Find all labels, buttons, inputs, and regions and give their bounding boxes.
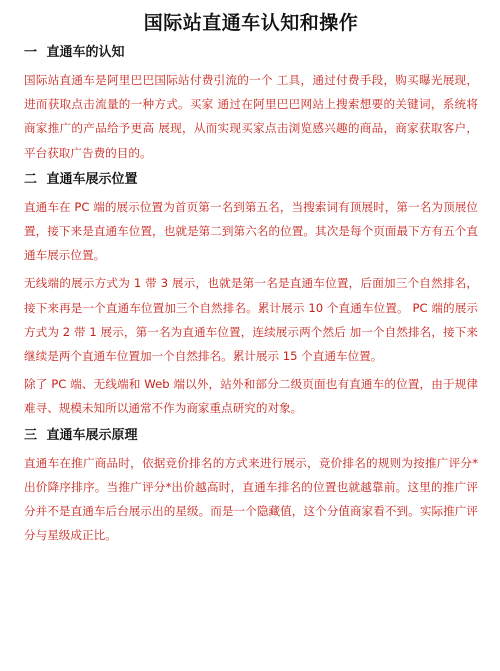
section-number-3: 三 [24,427,38,443]
paragraph-3-1: 直通车在推广商品时，依据竞价排名的方式来进行展示，竞价排名的规则为按推广评分*出价降序排序。当推广评分*出价越高时，直通车排名的位置也就越靠前。这里的推广评分并不是直通车后台展示出的星级。而是一个隐藏值，这个分值商家看不到。实际推广评分与星级成正比。 [24,455,478,543]
section-heading-1 [24,44,478,62]
section-heading-3 [24,427,478,445]
section-title-3: 直通车展示原理 [46,427,138,443]
section-number-1: 一 [24,45,38,60]
paragraph-2-3: 除了 PC 端、无线端和 Web 端以外，站外和部分二级页面也有直通车的位置，由于规律难寻、规模未知所以通常不作为商家重点研究的对象。 [24,377,478,416]
paragraph-1-1: 国际站直通车是阿里巴巴国际站付费引流的一个 工具，通过付费手段，购买曝光展现，进而获取点击流量的一种方式。买家 通过在阿里巴巴网站上搜索想要的关键词，系统将商家推广的产品给予更高 展现，从而实现买家点击浏览感兴趣的商品，商家获取客户，平台获取广告费的目的。 [24,73,478,160]
paragraph-2-2: 无线端的展示方式为 1 带 3 展示，也就是第一名是直通车位置，后面加三个自然排名，接下来再是一个直通车位置加三个自然排名。累计展示 10 个直通车位置。 PC 端的展示方式为 2 带 1 展示，第一名为直通车位置，连续展示两个然后 加一个自然排名，接下来继续是两个直通车位置加一个自然排名。累计展示 15 个直通车位置。 [24,276,478,364]
section-heading-2 [24,171,478,189]
document-title: 国际站直通车认知和操作 [143,12,359,34]
paragraph-2-1: 直通车在 PC 端的展示位置为首页第一名到第五名，当搜索词有顶展时，第一名为顶展位置，接下来是直通车位置，也就是第二到第六名的位置。其次是每个页面最下方有五个直通车展示位置。 [24,199,478,263]
section-number-2: 二 [24,171,38,187]
section-title-2: 直通车展示位置 [46,171,138,187]
section-title-1: 直通车的认知 [46,45,125,60]
